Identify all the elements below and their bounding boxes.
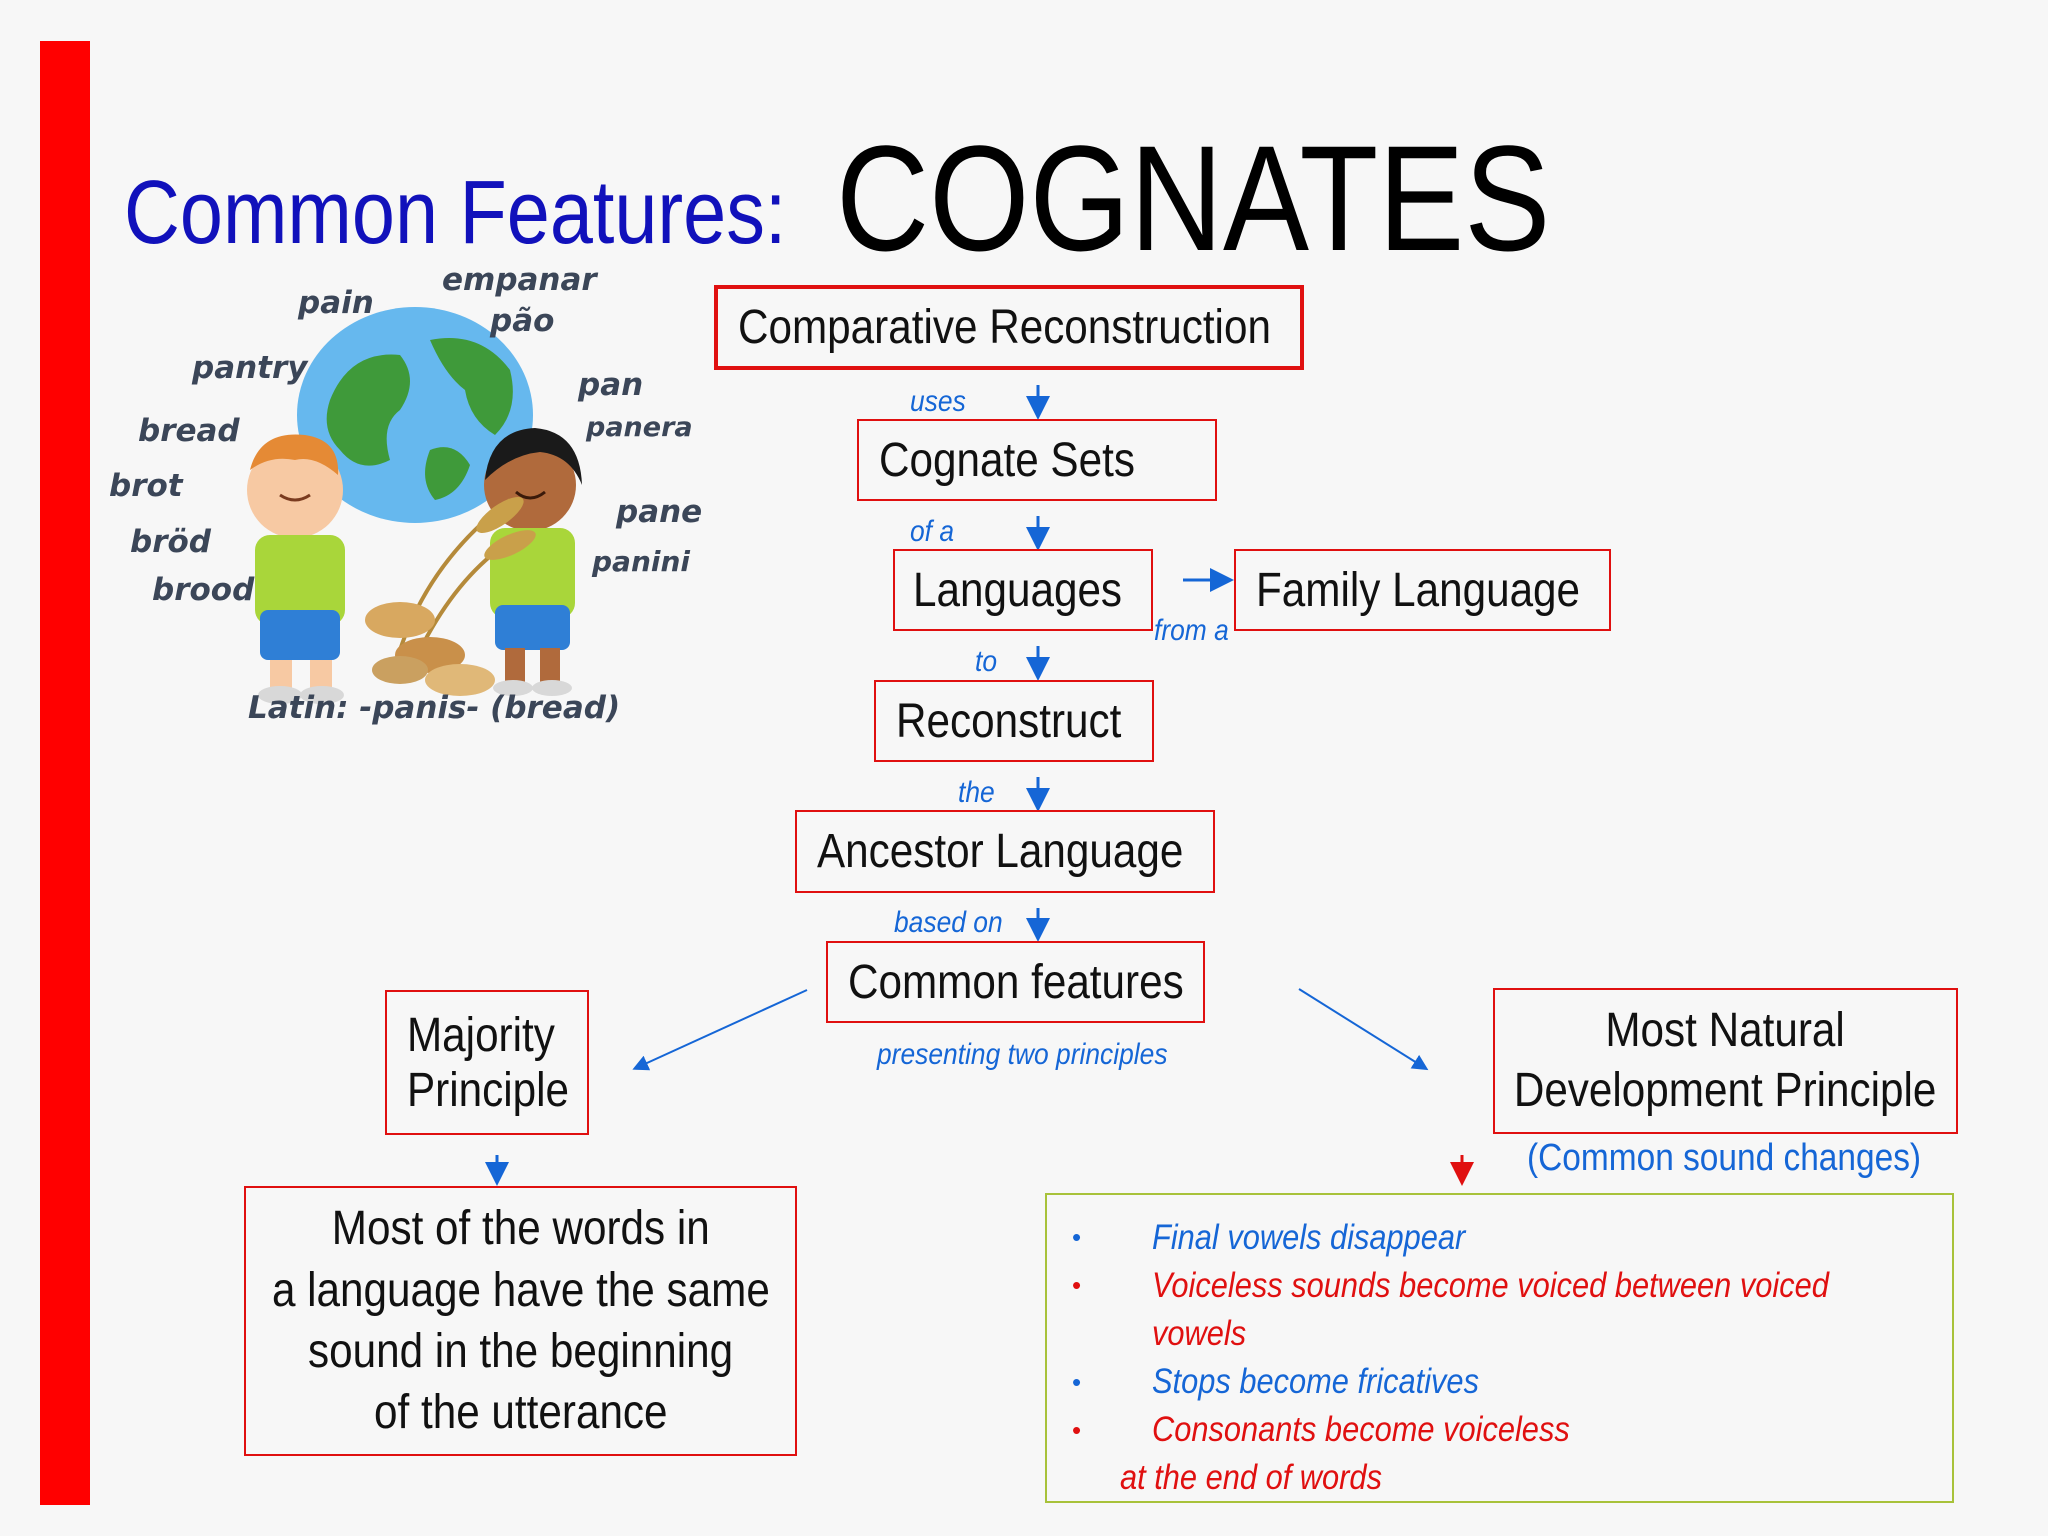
family-language-box <box>1234 549 1611 631</box>
languages-label: Languages <box>913 563 1123 617</box>
majority-title-line2: Principle <box>407 1063 569 1117</box>
bullet-dot: • <box>1072 1222 1082 1252</box>
ancestor-language-box <box>795 810 1215 893</box>
bullet-dot: • <box>1072 1270 1082 1300</box>
comparative-reconstruction-label: Comparative Reconstruction <box>738 301 1271 354</box>
arrow-to-natural <box>1299 989 1425 1068</box>
cognate-sets-label: Cognate Sets <box>879 433 1135 487</box>
languages-box <box>893 549 1153 631</box>
comparative-reconstruction-box <box>714 285 1304 370</box>
sound-change-item: Consonants become voiceless <box>1152 1410 1570 1449</box>
word-pan: pan <box>578 367 644 403</box>
sound-change-item: Voiceless sounds become voiced between voiced <box>1152 1266 1829 1305</box>
natural-title-line1: Most Natural <box>1605 1004 1846 1057</box>
word-panini: panini <box>592 545 690 578</box>
common-features-box <box>826 941 1205 1023</box>
majority-principle-box <box>385 990 589 1135</box>
word-panera: panera <box>586 412 693 443</box>
sound-change-item: Stops become fricatives <box>1152 1362 1479 1401</box>
bullet-dot: • <box>1072 1415 1082 1445</box>
reconstruct-box <box>874 680 1154 762</box>
majority-desc-line: a language have the same <box>271 1263 770 1317</box>
reconstruct-label: Reconstruct <box>896 694 1122 748</box>
word-pantry: pantry <box>192 350 308 386</box>
sound-change-item-cont: at the end of words <box>1120 1458 1382 1497</box>
majority-description-box <box>244 1186 797 1456</box>
title-main: COGNATES <box>836 114 1551 282</box>
title-prefix: Common Features: <box>124 163 787 263</box>
word-empanar: empanar <box>442 262 597 298</box>
natural-title-line2: Development Principle <box>1514 1064 1937 1117</box>
word-bread: bread <box>138 413 240 449</box>
natural-principle-box <box>1493 988 1958 1134</box>
note-uses: uses <box>910 385 966 418</box>
bullet-dot: • <box>1072 1367 1082 1397</box>
word-brod: bröd <box>130 524 211 560</box>
word-brot: brot <box>109 468 183 504</box>
note-the: the <box>958 776 995 809</box>
arrow-to-majority <box>636 990 807 1068</box>
word-pane: pane <box>616 494 703 530</box>
family-language-label: Family Language <box>1256 563 1581 617</box>
note-based-on: based on <box>894 906 1003 939</box>
word-brood: brood <box>152 572 255 608</box>
note-from-a: from a <box>1154 614 1229 647</box>
common-features-label: Common features <box>848 955 1184 1009</box>
illustration-caption: Latin: -panis- (bread) <box>248 690 621 726</box>
majority-desc-line: of the utterance <box>373 1386 668 1440</box>
cognate-sets-box <box>857 419 1217 501</box>
note-to: to <box>975 645 998 678</box>
sound-change-item-cont: vowels <box>1152 1314 1247 1353</box>
note-of-a: of a <box>910 515 955 548</box>
majority-title-line1: Majority <box>407 1008 555 1062</box>
majority-desc-line: Most of the words in <box>331 1202 710 1256</box>
word-pao: pão <box>490 303 555 339</box>
majority-desc-line: sound in the beginning <box>307 1325 734 1378</box>
note-presenting: presenting two principles <box>877 1038 1168 1071</box>
sound-change-item: Final vowels disappear <box>1152 1218 1466 1257</box>
word-pain: pain <box>298 285 374 321</box>
natural-subtitle: (Common sound changes) <box>1527 1137 1922 1179</box>
ancestor-language-label: Ancestor Language <box>817 825 1184 878</box>
